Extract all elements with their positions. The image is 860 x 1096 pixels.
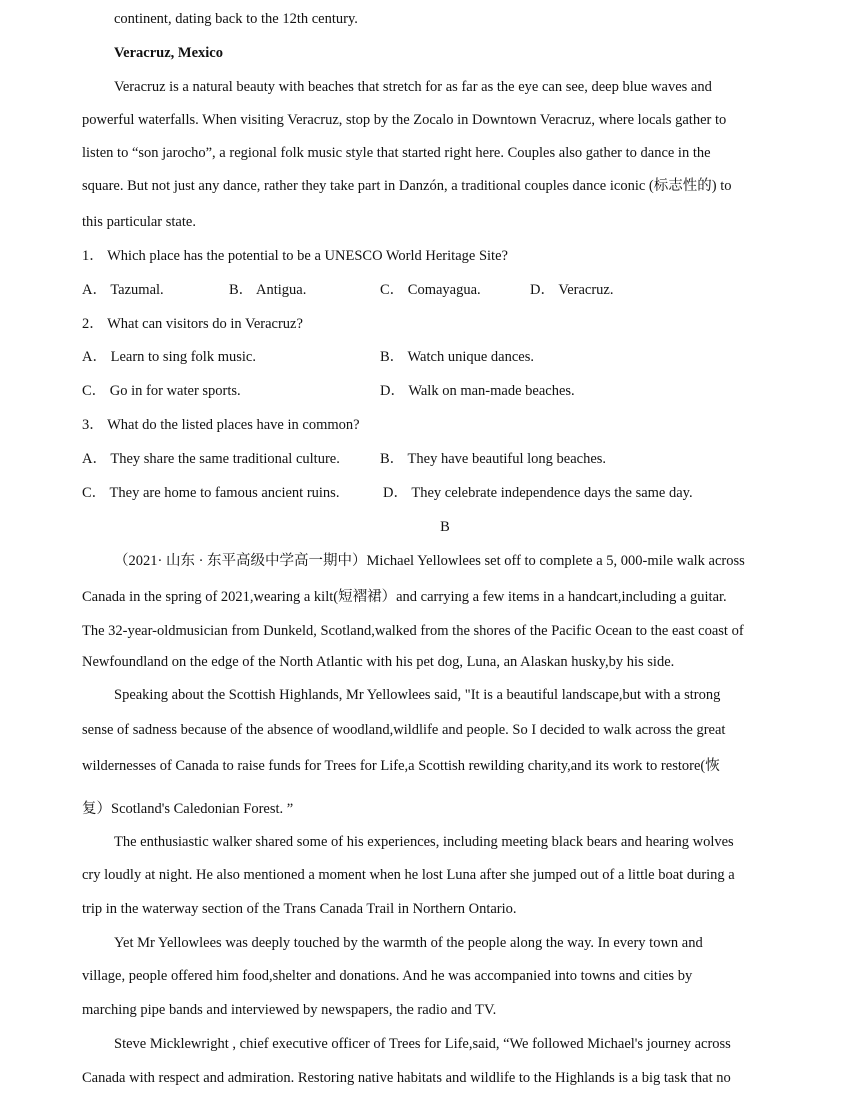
passage-text-line: sense of sadness because of the absence of woodland,wildlife and people. So I decided to walk across the great [82,722,726,738]
passage-b-label: B [440,519,450,535]
passage-text-line: The 32-year-oldmusician from Dunkeld, Scotland,walked from the shores of the Pacific Ocean to the east coast of [82,623,744,639]
question-stem-2: 2． What can visitors do in Veracruz? [82,316,303,332]
passage-text-line: trip in the waterway section of the Trans Canada Trail in Northern Ontario. [82,901,517,917]
passage-text-line: （2021· 山东 · 东平高级中学高一期中）Michael Yellowlees set off to complete a 5, 000-mile walk across [114,553,745,569]
passage-text-line: Yet Mr Yellowlees was deeply touched by the warmth of the people along the way. In every town and [114,935,703,951]
passage-text-line: this particular state. [82,214,196,230]
passage-text-line: listen to “son jarocho”, a regional folk music style that started right here. Couples also gather to dance in the [82,145,711,161]
question-1-option-a[interactable]: A． Tazumal. [82,282,164,298]
passage-text-line: Canada with respect and admiration. Restoring native habitats and wildlife to the Highlands is a big task that no [82,1070,731,1086]
passage-text-line: cry loudly at night. He also mentioned a moment when he lost Luna after she jumped out of a little boat during a [82,867,735,883]
question-3-option-b[interactable]: B． They have beautiful long beaches. [380,451,607,467]
section-heading-veracruz: Veracruz, Mexico [114,45,223,61]
question-2-option-d[interactable]: D． Walk on man-made beaches. [380,383,575,399]
passage-text-line: Canada in the spring of 2021,wearing a kilt(短褶裙）and carrying a few items in a handcart,including a guitar. [82,589,727,605]
question-1-option-b[interactable]: B． Antigua. [229,282,307,298]
question-3-option-d[interactable]: D． They celebrate independence days the same day. [383,485,693,501]
question-2-option-b[interactable]: B． Watch unique dances. [380,349,534,365]
passage-text-line: The enthusiastic walker shared some of his experiences, including meeting black bears and hearing wolves [114,834,734,850]
passage-text-line: Steve Micklewright , chief executive officer of Trees for Life,said, “We followed Michael's journey across [114,1036,731,1052]
passage-text-line: 复）Scotland's Caledonian Forest. ” [82,801,294,817]
question-1-option-c[interactable]: C． Comayagua. [380,282,481,298]
passage-text-line: Speaking about the Scottish Highlands, Mr Yellowlees said, "It is a beautiful landscape,but with a strong [114,687,721,703]
passage-text-line: powerful waterfalls. When visiting Veracruz, stop by the Zocalo in Downtown Veracruz, where locals gather to [82,112,727,128]
passage-text-line: square. But not just any dance, rather they take part in Danzón, a traditional couples dance iconic (标志性的) to [82,178,732,194]
question-3-option-c[interactable]: C． They are home to famous ancient ruins. [82,485,340,501]
question-1-option-d[interactable]: D． Veracruz. [530,282,614,298]
passage-text-line: marching pipe bands and interviewed by newspapers, the radio and TV. [82,1002,497,1018]
passage-text-line: wildernesses of Canada to raise funds for Trees for Life,a Scottish rewilding charity,and its work to restore(恢 [82,758,720,774]
question-stem-1: 1． Which place has the potential to be a UNESCO World Heritage Site? [82,248,508,264]
passage-text-line: village, people offered him food,shelter and donations. And he was accompanied into towns and cities by [82,968,693,984]
question-3-option-a[interactable]: A． They share the same traditional culture. [82,451,340,467]
question-stem-3: 3． What do the listed places have in common? [82,417,360,433]
question-2-option-a[interactable]: A． Learn to sing folk music. [82,349,256,365]
passage-text-line: Veracruz is a natural beauty with beaches that stretch for as far as the eye can see, deep blue waves and [114,79,712,95]
passage-text-line: continent, dating back to the 12th century. [114,11,358,27]
question-2-option-c[interactable]: C． Go in for water sports. [82,383,241,399]
passage-text-line: Newfoundland on the edge of the North Atlantic with his pet dog, Luna, an Alaskan husky,by his side. [82,654,675,670]
